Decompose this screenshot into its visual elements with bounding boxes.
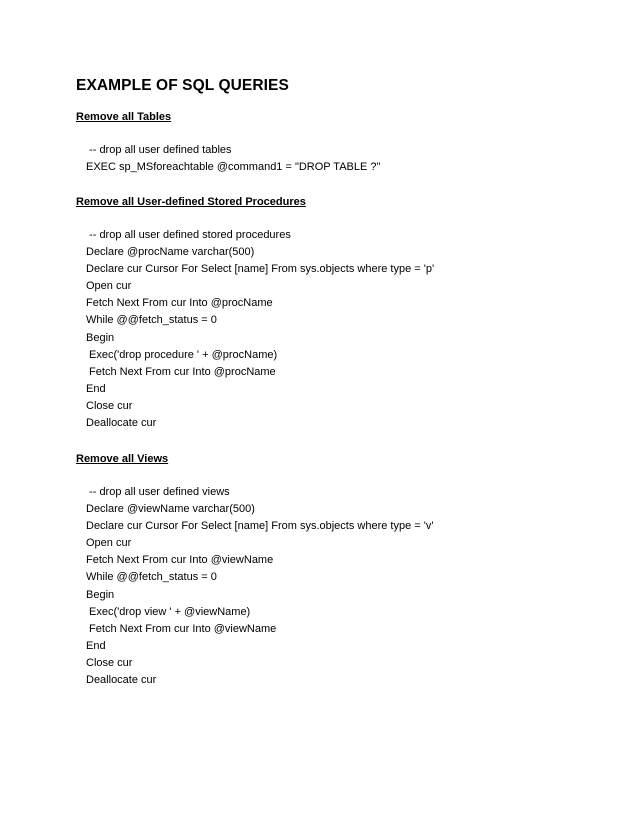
code-line: Open cur xyxy=(86,280,132,293)
code-line: EXEC sp_MSforeachtable @command1 = "DROP TABLE ?" xyxy=(86,161,381,174)
code-line: Exec('drop procedure ' + @procName) xyxy=(86,348,278,361)
section-heading-remove-views: Remove all Views xyxy=(76,453,169,465)
code-line: End xyxy=(86,639,106,652)
section-heading-remove-tables: Remove all Tables xyxy=(76,111,172,123)
code-line: Declare cur Cursor For Select [name] From sys.objects where type = 'p' xyxy=(86,263,435,276)
document-title: EXAMPLE OF SQL QUERIES xyxy=(76,77,289,94)
code-block-remove-views xyxy=(86,484,433,689)
code-line: Deallocate cur xyxy=(86,417,157,430)
code-line: Deallocate cur xyxy=(86,674,157,687)
section-heading-remove-procedures: Remove all User-defined Stored Procedures xyxy=(76,196,306,208)
code-block-remove-procedures xyxy=(86,227,434,432)
code-line: Declare @viewName varchar(500) xyxy=(86,503,255,516)
code-line: Exec('drop view ' + @viewName) xyxy=(86,605,251,618)
code-line: While @@fetch_status = 0 xyxy=(86,571,217,584)
code-line: Declare cur Cursor For Select [name] From sys.objects where type = 'v' xyxy=(86,520,434,533)
code-line: Begin xyxy=(86,331,115,344)
code-line: Begin xyxy=(86,588,115,601)
code-line: Close cur xyxy=(86,656,133,669)
code-line: Declare @procName varchar(500) xyxy=(86,246,255,259)
code-line: Fetch Next From cur Into @viewName xyxy=(86,622,277,635)
code-line: Fetch Next From cur Into @viewName xyxy=(86,554,274,567)
code-line: While @@fetch_status = 0 xyxy=(86,314,217,327)
code-block-remove-tables xyxy=(86,142,380,176)
code-line: Fetch Next From cur Into @procName xyxy=(86,365,276,378)
code-line: End xyxy=(86,382,106,395)
code-line: Open cur xyxy=(86,537,132,550)
code-line: Fetch Next From cur Into @procName xyxy=(86,297,273,310)
code-line: Close cur xyxy=(86,399,133,412)
code-line: -- drop all user defined tables xyxy=(86,144,232,156)
code-line: -- drop all user defined stored procedures xyxy=(86,229,291,241)
code-line: -- drop all user defined views xyxy=(86,486,230,498)
